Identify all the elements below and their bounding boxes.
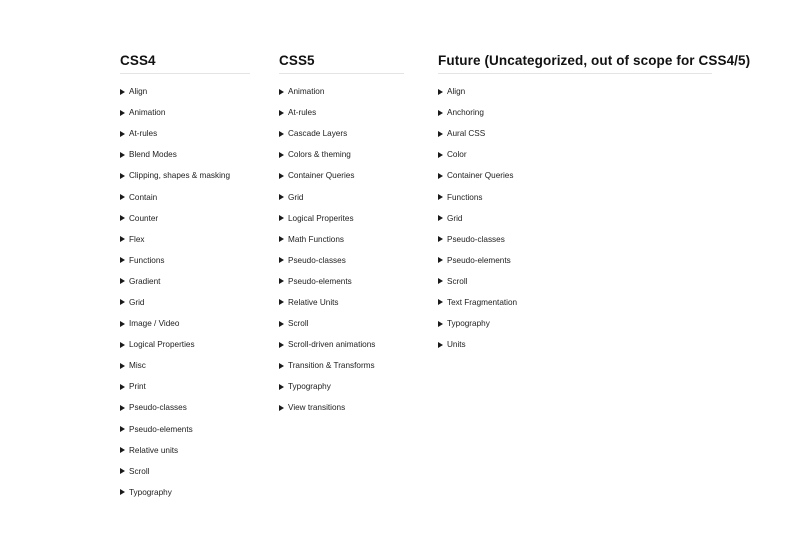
disclosure-item-label: Color [447,150,467,160]
disclosure-item[interactable] [120,482,250,503]
column-future [438,52,751,355]
disclosure-item[interactable] [120,292,250,313]
triangle-right-icon [438,131,443,137]
disclosure-item[interactable] [120,229,250,250]
disclosure-item-label: Container Queries [447,171,514,181]
disclosure-item-label: Functions [447,192,483,202]
disclosure-item-label: Math Functions [288,234,344,244]
triangle-right-icon [279,173,284,179]
disclosure-item-label: Pseudo-elements [288,276,352,286]
heading-divider [279,73,404,74]
disclosure-item-label: Relative units [129,445,179,455]
disclosure-item-label: Gradient [129,276,161,286]
disclosure-item-label: At-rules [129,129,158,139]
disclosure-item-label: Scroll [288,319,309,329]
disclosure-item-label: Functions [129,255,165,265]
disclosure-item-label: Colors & theming [288,150,351,160]
triangle-right-icon [120,489,125,495]
triangle-right-icon [120,363,125,369]
disclosure-item-label: Units [447,340,466,350]
disclosure-item[interactable] [120,355,250,376]
triangle-right-icon [279,89,284,95]
disclosure-item[interactable] [120,123,250,144]
triangle-right-icon [438,278,443,284]
triangle-right-icon [120,89,125,95]
triangle-right-icon [120,152,125,158]
disclosure-item[interactable] [279,376,404,397]
triangle-right-icon [279,384,284,390]
disclosure-item[interactable] [120,81,250,102]
topic-list [279,81,404,419]
disclosure-item[interactable] [438,250,712,271]
disclosure-item-label: Contain [129,192,158,202]
disclosure-item-label: Pseudo-classes [447,234,505,244]
disclosure-item[interactable] [120,165,250,186]
disclosure-item-label: Scroll [129,466,150,476]
triangle-right-icon [279,131,284,137]
triangle-right-icon [279,299,284,305]
column-heading: CSS5 [279,53,315,68]
disclosure-item[interactable] [120,419,250,440]
disclosure-item[interactable] [120,313,250,334]
triangle-right-icon [438,152,443,158]
disclosure-item[interactable] [120,250,250,271]
triangle-right-icon [120,468,125,474]
triangle-right-icon [279,110,284,116]
disclosure-item[interactable] [438,165,712,186]
disclosure-item[interactable] [279,250,404,271]
disclosure-item-label: Transition & Transforms [288,361,375,371]
triangle-right-icon [438,299,443,305]
disclosure-item-label: Animation [129,108,166,118]
disclosure-item[interactable] [120,208,250,229]
triangle-right-icon [120,299,125,305]
disclosure-item-label: Relative Units [288,297,339,307]
triangle-right-icon [120,384,125,390]
disclosure-item-label: Cascade Layers [288,129,348,139]
disclosure-item-label: Counter [129,213,159,223]
disclosure-item[interactable] [438,144,712,165]
triangle-right-icon [438,342,443,348]
triangle-right-icon [438,321,443,327]
disclosure-item-label: Align [129,87,148,97]
disclosure-item[interactable] [279,123,404,144]
disclosure-item[interactable] [438,271,712,292]
triangle-right-icon [120,236,125,242]
disclosure-item[interactable] [279,186,404,207]
triangle-right-icon [120,405,125,411]
disclosure-item[interactable] [120,102,250,123]
triangle-right-icon [438,194,443,200]
disclosure-item[interactable] [279,334,404,355]
disclosure-item[interactable] [279,102,404,123]
disclosure-item-label: Text Fragmentation [447,297,518,307]
disclosure-item-label: Pseudo-elements [447,255,511,265]
triangle-right-icon [120,321,125,327]
triangle-right-icon [120,110,125,116]
disclosure-item[interactable] [438,208,712,229]
column-heading: Future (Uncategorized, out of scope for CSS4/5) [438,53,751,68]
triangle-right-icon [279,321,284,327]
disclosure-item-label: Logical Properties [129,340,195,350]
column-heading: CSS4 [120,53,156,68]
disclosure-item-label: Container Queries [288,171,355,181]
disclosure-item[interactable] [438,102,712,123]
disclosure-item-label: Aural CSS [447,129,486,139]
triangle-right-icon [438,257,443,263]
column-css5 [279,52,404,419]
disclosure-item-label: Grid [447,213,463,223]
disclosure-item-label: Typography [447,319,490,329]
triangle-right-icon [438,236,443,242]
disclosure-item-label: Pseudo-classes [129,403,187,413]
triangle-right-icon [438,173,443,179]
disclosure-item-label: Anchoring [447,108,484,118]
disclosure-item-label: Pseudo-elements [129,424,193,434]
triangle-right-icon [279,363,284,369]
disclosure-item[interactable] [279,165,404,186]
triangle-right-icon [120,426,125,432]
disclosure-item-label: View transitions [288,403,346,413]
disclosure-item[interactable] [438,81,712,102]
disclosure-item-label: Pseudo-classes [288,255,346,265]
disclosure-item-label: Blend Modes [129,150,177,160]
disclosure-item-label: Misc [129,361,146,371]
heading-divider [438,73,712,74]
disclosure-item[interactable] [120,461,250,482]
triangle-right-icon [120,194,125,200]
triangle-right-icon [120,447,125,453]
disclosure-item[interactable] [120,376,250,397]
triangle-right-icon [279,152,284,158]
triangle-right-icon [279,257,284,263]
disclosure-item[interactable] [279,355,404,376]
triangle-right-icon [120,173,125,179]
disclosure-item[interactable] [279,81,404,102]
disclosure-item[interactable] [279,313,404,334]
column-css4 [120,52,250,503]
disclosure-item[interactable] [120,440,250,461]
triangle-right-icon [279,215,284,221]
disclosure-item-label: Scroll-driven animations [288,340,376,350]
triangle-right-icon [438,110,443,116]
heading-divider [120,73,250,74]
disclosure-item-label: Align [447,87,466,97]
disclosure-item-label: Flex [129,234,145,244]
disclosure-item[interactable] [438,186,712,207]
disclosure-item-label: Logical Properites [288,213,354,223]
disclosure-item-label: Grid [288,192,304,202]
disclosure-item-label: Image / Video [129,319,180,329]
disclosure-item-label: Typography [288,382,331,392]
disclosure-item[interactable] [279,397,404,418]
disclosure-item[interactable] [120,186,250,207]
triangle-right-icon [120,131,125,137]
triangle-right-icon [279,236,284,242]
disclosure-item[interactable] [438,292,712,313]
disclosure-item[interactable] [438,313,712,334]
disclosure-item-label: Typography [129,487,172,497]
disclosure-item[interactable] [438,229,712,250]
topic-list [120,81,250,503]
disclosure-item-label: Animation [288,87,325,97]
disclosure-item[interactable] [120,397,250,418]
disclosure-item[interactable] [279,208,404,229]
triangle-right-icon [120,215,125,221]
triangle-right-icon [120,342,125,348]
disclosure-item-label: Print [129,382,146,392]
triangle-right-icon [120,278,125,284]
triangle-right-icon [279,405,284,411]
disclosure-item[interactable] [279,229,404,250]
disclosure-item[interactable] [279,144,404,165]
disclosure-item-label: Clipping, shapes & masking [129,171,231,181]
triangle-right-icon [438,215,443,221]
triangle-right-icon [279,194,284,200]
disclosure-item[interactable] [438,334,712,355]
disclosure-item[interactable] [438,123,712,144]
disclosure-item[interactable] [120,144,250,165]
disclosure-item-label: Scroll [447,276,468,286]
disclosure-item-label: Grid [129,297,145,307]
disclosure-item[interactable] [120,334,250,355]
disclosure-item[interactable] [279,271,404,292]
triangle-right-icon [438,89,443,95]
topic-list [438,81,712,355]
triangle-right-icon [279,342,284,348]
triangle-right-icon [279,278,284,284]
triangle-right-icon [120,257,125,263]
disclosure-item-label: At-rules [288,108,317,118]
disclosure-item[interactable] [279,292,404,313]
disclosure-item[interactable] [120,271,250,292]
